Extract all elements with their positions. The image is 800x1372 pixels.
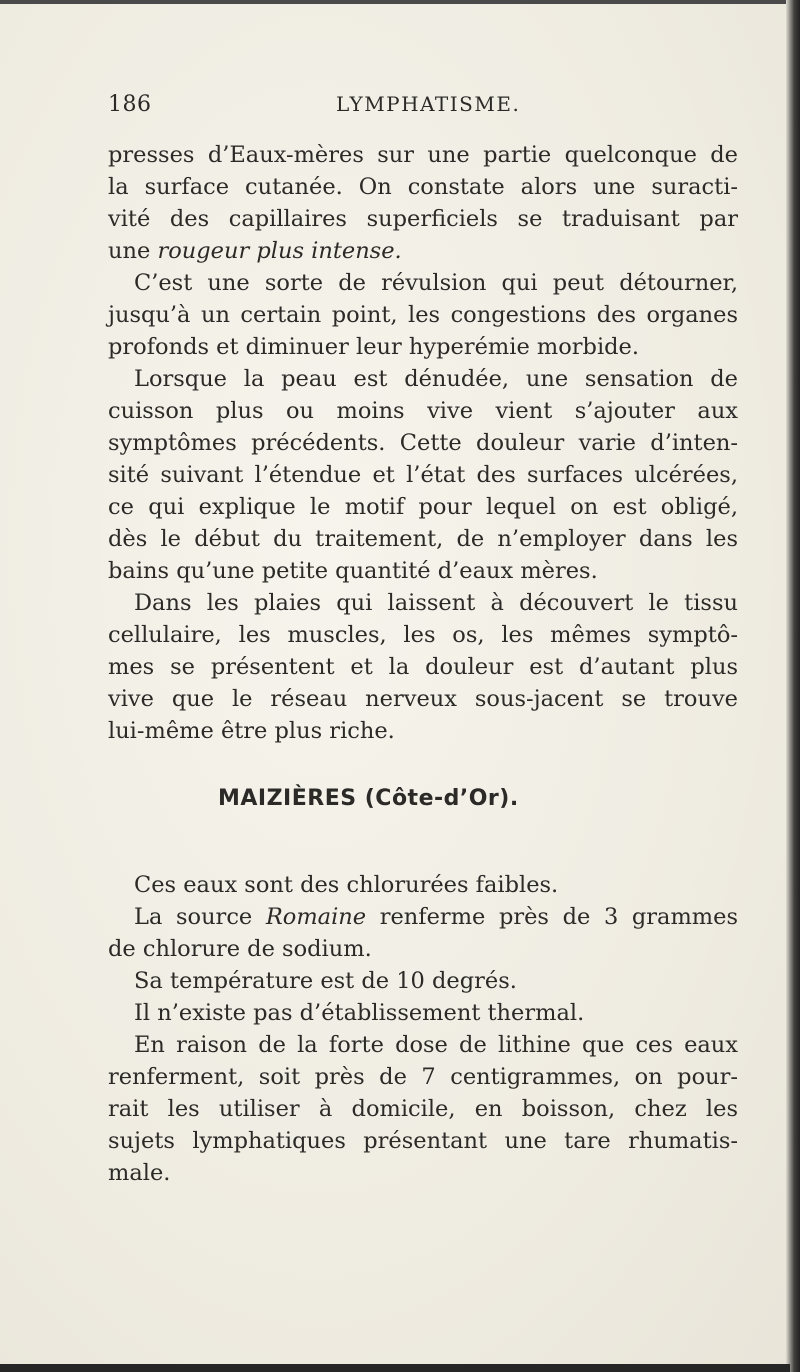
paragraph-line: vité des capillaires superficiels se traduisant par (108, 206, 738, 232)
paragraph-line: lui-même être plus riche. (108, 718, 395, 744)
italic-emphasis: rougeur plus intense. (157, 238, 402, 264)
paragraph-line: de chlorure de sodium. (108, 936, 372, 962)
text-span: renferme près de 3 grammes (366, 904, 738, 930)
paragraph-line: ce qui explique le motif pour lequel on est obligé, (108, 494, 738, 520)
paragraph-line: male. (108, 1160, 171, 1186)
paragraph-line: vive que le réseau nerveux sous-jacent se trouve (108, 686, 738, 712)
paragraph-line: Sa température est de 10 degrés. (134, 968, 517, 994)
page-number: 186 (108, 92, 152, 117)
section-heading: MAIZIÈRES (Côte-d’Or). (218, 786, 519, 811)
paragraph-line: sujets lymphatiques présentant une tare rhumatis- (108, 1128, 738, 1154)
italic-emphasis: Romaine (265, 904, 367, 930)
paragraph-line (108, 236, 738, 266)
paragraph-line: jusqu’à un certain point, les congestions des organes (108, 302, 738, 328)
paragraph-line: bains qu’une petite quantité d’eaux mères. (108, 558, 598, 584)
paragraph-line: Ces eaux sont des chlorurées faibles. (134, 872, 559, 898)
paragraph-line: Dans les plaies qui laissent à découvert le tissu (134, 590, 738, 616)
paragraph-line: Lorsque la peau est dénudée, une sensation de (134, 366, 738, 392)
paragraph-line: Il n’existe pas d’établissement thermal. (134, 1000, 585, 1026)
paragraph-line: profonds et diminuer leur hyperémie morbide. (108, 334, 640, 360)
paragraph-line: cuisson plus ou moins vive vient s’ajouter aux (108, 398, 738, 424)
page-header (108, 92, 748, 122)
paragraph-line: dès le début du traitement, de n’employer dans les (108, 526, 738, 552)
paragraph-line: rait les utiliser à domicile, en boisson, chez les (108, 1096, 738, 1122)
paragraph-line: cellulaire, les muscles, les os, les mêmes symptô- (108, 622, 738, 648)
text-span: La source (134, 904, 266, 930)
bottom-edge-rule (0, 1364, 790, 1372)
paragraph-line: mes se présentent et la douleur est d’autant plus (108, 654, 738, 680)
running-title: LYMPHATISME. (336, 92, 521, 116)
paragraph-line: symptômes précédents. Cette douleur varie d’inten- (108, 430, 738, 456)
page-binding-shadow (786, 0, 800, 1372)
text-span: une (108, 238, 158, 264)
paragraph-line: renferment, soit près de 7 centigrammes, on pour- (108, 1064, 738, 1090)
paragraph-line: En raison de la forte dose de lithine que ces eaux (134, 1032, 738, 1058)
paragraph-line: presses d’Eaux-mères sur une partie quelconque de (108, 142, 738, 168)
paragraph-line (134, 902, 738, 932)
paragraph-line: la surface cutanée. On constate alors une suracti- (108, 174, 738, 200)
paragraph-line: C’est une sorte de révulsion qui peut détourner, (134, 270, 738, 296)
top-edge-rule (0, 0, 792, 4)
paragraph-line: sité suivant l’étendue et l’état des surfaces ulcérées, (108, 462, 738, 488)
